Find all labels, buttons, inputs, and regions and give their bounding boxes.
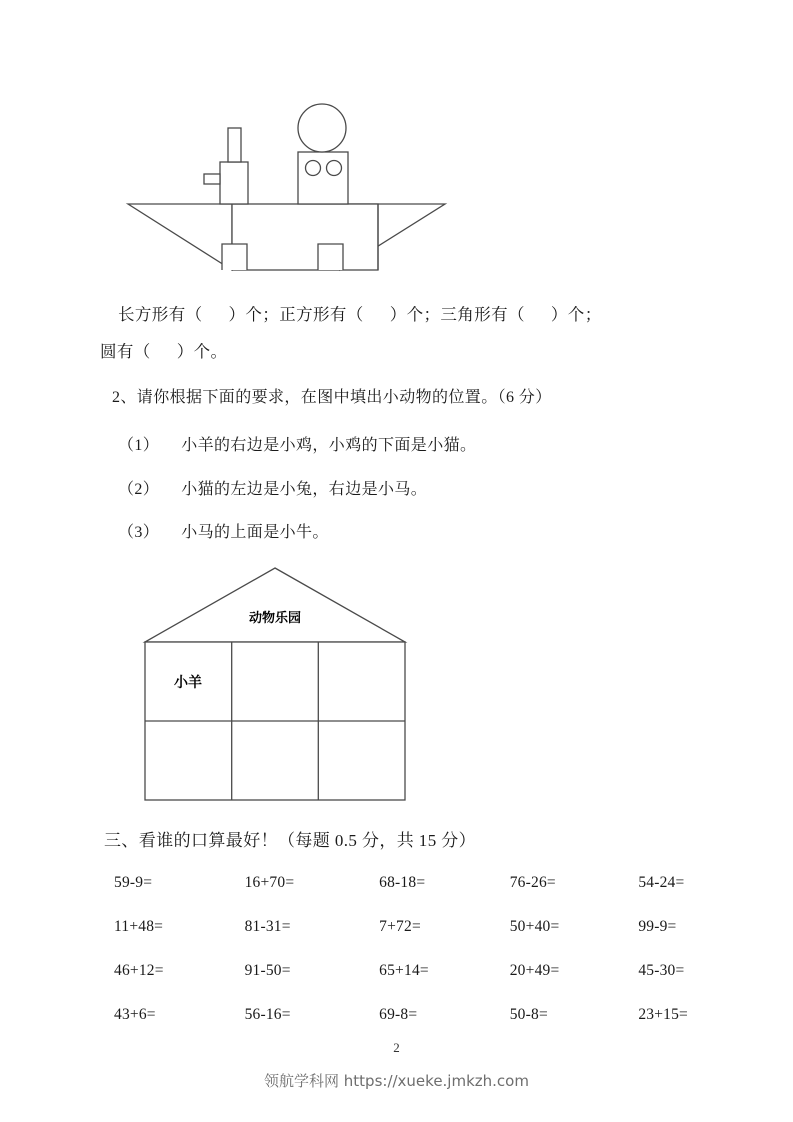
question-2-sub-item-3	[118, 521, 329, 545]
calc-item[interactable]: 20+49=	[509, 962, 560, 979]
house-roof-label: 动物乐园	[248, 611, 302, 626]
question-2-sub-item-1	[118, 434, 476, 458]
calc-item[interactable]: 16+70=	[244, 874, 295, 891]
shape-count-part-4: ）个；	[550, 305, 602, 324]
hull-window-left-square	[222, 244, 247, 270]
calc-item[interactable]: 69-8=	[379, 1006, 418, 1023]
shape-count-part-2: ）个；正方形有（	[228, 305, 364, 324]
animal-park-house-figure	[140, 560, 430, 810]
calc-item[interactable]: 81-31=	[244, 918, 291, 935]
calc-item[interactable]: 23+15=	[638, 1006, 688, 1023]
question-2-sub-item-2	[118, 478, 427, 502]
sub-item-1-marker: （1）	[118, 437, 160, 454]
mental-math-grid	[108, 874, 688, 1024]
circle-count-part-1: 圆有（	[100, 342, 151, 361]
question-2-stem: 2、请你根据下面的要求，在图中填出小动物的位置。（6 分）	[112, 389, 552, 406]
sub-item-3-marker: （3）	[118, 524, 160, 541]
calc-item[interactable]: 54-24=	[638, 874, 685, 891]
porthole-left-circle	[306, 161, 321, 176]
calc-item[interactable]: 50+40=	[509, 918, 560, 935]
boat-shape-figure	[120, 100, 465, 285]
sub-item-2-marker: （2）	[118, 481, 160, 498]
calc-item[interactable]: 68-18=	[379, 874, 426, 891]
top-circle-shape	[298, 104, 346, 152]
funnel-chimney-rectangle	[228, 128, 241, 162]
calc-item[interactable]: 50-8=	[509, 1006, 548, 1023]
porthole-right-circle	[327, 161, 342, 176]
calc-item[interactable]: 65+14=	[379, 962, 429, 979]
calc-item[interactable]: 43+6=	[114, 1006, 156, 1023]
shape-count-part-1: 长方形有（	[118, 305, 203, 324]
calc-item[interactable]: 56-16=	[244, 1006, 291, 1023]
funnel-base-rectangle	[220, 162, 248, 204]
calc-item[interactable]: 11+48=	[114, 918, 164, 935]
boat-shape-svg	[120, 100, 465, 285]
circle-count-part-2: ）个。	[176, 342, 228, 361]
calc-item[interactable]: 45-30=	[638, 962, 685, 979]
page-number: 2	[393, 1040, 400, 1055]
calc-item[interactable]: 76-26=	[509, 874, 556, 891]
house-roof-shape	[145, 568, 405, 642]
calc-item[interactable]: 99-9=	[638, 918, 677, 935]
animal-park-house-svg	[140, 560, 430, 810]
hull-rectangle-shape	[232, 204, 378, 270]
site-watermark: 领航学科网 https://xueke.jmkzh.com	[264, 1072, 529, 1090]
left-triangle-shape	[128, 204, 232, 270]
shape-count-line-1	[118, 303, 602, 328]
sub-item-1-text: 小羊的右边是小鸡，小鸡的下面是小猫。	[181, 437, 477, 454]
sub-item-2-text: 小猫的左边是小兔，右边是小马。	[181, 481, 428, 498]
calc-item[interactable]: 91-50=	[244, 962, 291, 979]
calc-item[interactable]: 59-9=	[114, 874, 153, 891]
grid-cell-r0c0-label: 小羊	[174, 675, 202, 691]
cabin-square-shape	[298, 152, 348, 204]
hull-window-right-square	[318, 244, 343, 270]
funnel-side-rectangle	[204, 174, 220, 184]
shape-count-part-3: ）个；三角形有（	[389, 305, 525, 324]
shape-count-line-2	[100, 340, 227, 365]
sub-item-3-text: 小马的上面是小牛。	[181, 524, 329, 541]
calc-item[interactable]: 7+72=	[379, 918, 421, 935]
section-3-heading: 三、看谁的口算最好！（每题 0.5 分，共 15 分）	[104, 831, 477, 850]
calc-item[interactable]: 46+12=	[114, 962, 164, 979]
